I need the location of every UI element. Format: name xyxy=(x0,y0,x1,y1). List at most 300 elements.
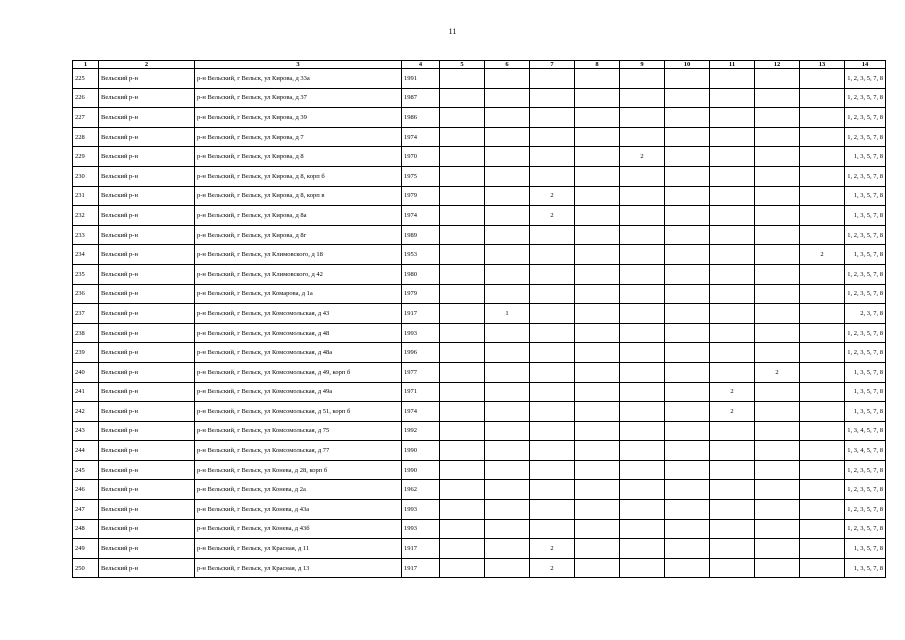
address-cell: р-н Вельский, г Вельск, ул Кирова, д 8, корп б xyxy=(195,166,402,186)
mark-cell-col-13 xyxy=(800,186,845,206)
mark-cell-col-9 xyxy=(620,186,665,206)
mark-cell-col-7: 2 xyxy=(530,206,575,226)
mark-cell-col-9 xyxy=(620,69,665,89)
mark-cell-col-13 xyxy=(800,343,845,363)
district-cell: Вельский р-н xyxy=(99,539,195,559)
year-cell: 1979 xyxy=(402,284,440,304)
mark-cell-col-6 xyxy=(485,441,530,461)
criteria-cell: 1, 3, 4, 5, 7, 8 xyxy=(845,441,886,461)
mark-cell-col-7 xyxy=(530,284,575,304)
mark-cell-col-10 xyxy=(665,284,710,304)
mark-cell-col-12 xyxy=(755,147,800,167)
table-row xyxy=(73,69,886,89)
mark-cell-col-6 xyxy=(485,421,530,441)
mark-cell-col-9 xyxy=(620,441,665,461)
row-number: 242 xyxy=(73,402,99,422)
mark-cell-col-7 xyxy=(530,362,575,382)
criteria-cell: 1, 2, 3, 5, 7, 8 xyxy=(845,225,886,245)
row-number: 232 xyxy=(73,206,99,226)
criteria-cell: 1, 3, 5, 7, 8 xyxy=(845,382,886,402)
mark-cell-col-8 xyxy=(575,500,620,520)
mark-cell-col-6 xyxy=(485,323,530,343)
mark-cell-col-12 xyxy=(755,206,800,226)
column-header-12: 12 xyxy=(755,61,800,69)
criteria-cell: 1, 2, 3, 5, 7, 8 xyxy=(845,500,886,520)
mark-cell-col-13 xyxy=(800,519,845,539)
table-row xyxy=(73,343,886,363)
address-cell: р-н Вельский, г Вельск, ул Конева, д 43б xyxy=(195,519,402,539)
page-number: 11 xyxy=(448,27,457,36)
district-cell: Вельский р-н xyxy=(99,206,195,226)
mark-cell-col-12 xyxy=(755,264,800,284)
row-number: 244 xyxy=(73,441,99,461)
mark-cell-col-7 xyxy=(530,69,575,89)
column-header-11: 11 xyxy=(710,61,755,69)
mark-cell-col-13 xyxy=(800,558,845,578)
mark-cell-col-12 xyxy=(755,519,800,539)
mark-cell-col-13 xyxy=(800,166,845,186)
mark-cell-col-9 xyxy=(620,480,665,500)
address-cell: р-н Вельский, г Вельск, ул Красная, д 11 xyxy=(195,539,402,559)
mark-cell-col-10 xyxy=(665,421,710,441)
mark-cell-col-6 xyxy=(485,519,530,539)
mark-cell-col-9 xyxy=(620,166,665,186)
year-cell: 1974 xyxy=(402,206,440,226)
mark-cell-col-11 xyxy=(710,460,755,480)
mark-cell-col-6 xyxy=(485,147,530,167)
criteria-cell: 2, 3, 7, 8 xyxy=(845,304,886,324)
address-cell: р-н Вельский, г Вельск, ул Конева, д 28, корп б xyxy=(195,460,402,480)
mark-cell-col-5 xyxy=(440,88,485,108)
table-row xyxy=(73,245,886,265)
table-row xyxy=(73,127,886,147)
year-cell: 1990 xyxy=(402,460,440,480)
mark-cell-col-5 xyxy=(440,264,485,284)
mark-cell-col-12: 2 xyxy=(755,362,800,382)
mark-cell-col-7 xyxy=(530,323,575,343)
mark-cell-col-8 xyxy=(575,460,620,480)
mark-cell-col-7 xyxy=(530,225,575,245)
address-cell: р-н Вельский, г Вельск, ул Комсомольская, д 51, корп б xyxy=(195,402,402,422)
mark-cell-col-7 xyxy=(530,382,575,402)
mark-cell-col-9 xyxy=(620,382,665,402)
mark-cell-col-11 xyxy=(710,88,755,108)
year-cell: 1992 xyxy=(402,421,440,441)
mark-cell-col-6 xyxy=(485,88,530,108)
mark-cell-col-5 xyxy=(440,323,485,343)
column-header-1: 1 xyxy=(73,61,99,69)
mark-cell-col-8 xyxy=(575,206,620,226)
row-number: 235 xyxy=(73,264,99,284)
column-header-3: 3 xyxy=(195,61,402,69)
mark-cell-col-10 xyxy=(665,362,710,382)
address-cell: р-н Вельский, г Вельск, ул Климовского, д 18 xyxy=(195,245,402,265)
mark-cell-col-13 xyxy=(800,402,845,422)
address-cell: р-н Вельский, г Вельск, ул Комсомольская, д 43 xyxy=(195,304,402,324)
district-cell: Вельский р-н xyxy=(99,69,195,89)
mark-cell-col-5 xyxy=(440,206,485,226)
year-cell: 1993 xyxy=(402,519,440,539)
mark-cell-col-11 xyxy=(710,127,755,147)
mark-cell-col-10 xyxy=(665,323,710,343)
row-number: 248 xyxy=(73,519,99,539)
mark-cell-col-8 xyxy=(575,539,620,559)
mark-cell-col-5 xyxy=(440,558,485,578)
mark-cell-col-9 xyxy=(620,519,665,539)
column-header-6: 6 xyxy=(485,61,530,69)
mark-cell-col-7 xyxy=(530,460,575,480)
mark-cell-col-12 xyxy=(755,284,800,304)
mark-cell-col-12 xyxy=(755,166,800,186)
district-cell: Вельский р-н xyxy=(99,264,195,284)
district-cell: Вельский р-н xyxy=(99,382,195,402)
mark-cell-col-12 xyxy=(755,69,800,89)
mark-cell-col-5 xyxy=(440,441,485,461)
mark-cell-col-9 xyxy=(620,88,665,108)
mark-cell-col-9 xyxy=(620,539,665,559)
mark-cell-col-7 xyxy=(530,127,575,147)
table-body xyxy=(73,69,886,578)
mark-cell-col-7 xyxy=(530,519,575,539)
mark-cell-col-7 xyxy=(530,480,575,500)
mark-cell-col-11 xyxy=(710,166,755,186)
mark-cell-col-7 xyxy=(530,421,575,441)
column-header-8: 8 xyxy=(575,61,620,69)
mark-cell-col-7 xyxy=(530,245,575,265)
mark-cell-col-7: 2 xyxy=(530,539,575,559)
row-number: 238 xyxy=(73,323,99,343)
mark-cell-col-11: 2 xyxy=(710,402,755,422)
mark-cell-col-7 xyxy=(530,88,575,108)
mark-cell-col-5 xyxy=(440,225,485,245)
row-number: 250 xyxy=(73,558,99,578)
mark-cell-col-8 xyxy=(575,264,620,284)
mark-cell-col-6 xyxy=(485,480,530,500)
mark-cell-col-10 xyxy=(665,480,710,500)
criteria-cell: 1, 2, 3, 5, 7, 8 xyxy=(845,108,886,128)
criteria-cell: 1, 2, 3, 5, 7, 8 xyxy=(845,69,886,89)
district-cell: Вельский р-н xyxy=(99,421,195,441)
mark-cell-col-10 xyxy=(665,225,710,245)
criteria-cell: 1, 3, 5, 7, 8 xyxy=(845,147,886,167)
mark-cell-col-5 xyxy=(440,69,485,89)
table-row xyxy=(73,402,886,422)
mark-cell-col-11 xyxy=(710,264,755,284)
table-row xyxy=(73,284,886,304)
table-row xyxy=(73,264,886,284)
mark-cell-col-6 xyxy=(485,225,530,245)
district-cell: Вельский р-н xyxy=(99,323,195,343)
address-cell: р-н Вельский, г Вельск, ул Комсомольская, д 48 xyxy=(195,323,402,343)
table-row xyxy=(73,441,886,461)
address-cell: р-н Вельский, г Вельск, ул Кирова, д 8, корп в xyxy=(195,186,402,206)
mark-cell-col-8 xyxy=(575,558,620,578)
mark-cell-col-6 xyxy=(485,186,530,206)
mark-cell-col-5 xyxy=(440,147,485,167)
mark-cell-col-6 xyxy=(485,284,530,304)
row-number: 228 xyxy=(73,127,99,147)
criteria-cell: 1, 2, 3, 5, 7, 8 xyxy=(845,323,886,343)
column-header-5: 5 xyxy=(440,61,485,69)
row-number: 239 xyxy=(73,343,99,363)
mark-cell-col-11 xyxy=(710,539,755,559)
mark-cell-col-13 xyxy=(800,441,845,461)
year-cell: 1996 xyxy=(402,343,440,363)
mark-cell-col-12 xyxy=(755,539,800,559)
mark-cell-col-9 xyxy=(620,402,665,422)
column-header-4: 4 xyxy=(402,61,440,69)
mark-cell-col-7: 2 xyxy=(530,186,575,206)
mark-cell-col-8 xyxy=(575,519,620,539)
mark-cell-col-12 xyxy=(755,108,800,128)
mark-cell-col-10 xyxy=(665,558,710,578)
table-row xyxy=(73,362,886,382)
year-cell: 1979 xyxy=(402,186,440,206)
district-cell: Вельский р-н xyxy=(99,500,195,520)
mark-cell-col-6 xyxy=(485,460,530,480)
address-cell: р-н Вельский, г Вельск, ул Кирова, д 8 xyxy=(195,147,402,167)
criteria-cell: 1, 3, 5, 7, 8 xyxy=(845,362,886,382)
mark-cell-col-12 xyxy=(755,558,800,578)
mark-cell-col-9 xyxy=(620,362,665,382)
address-cell: р-н Вельский, г Вельск, ул Кирова, д 37 xyxy=(195,88,402,108)
mark-cell-col-10 xyxy=(665,539,710,559)
mark-cell-col-6 xyxy=(485,402,530,422)
mark-cell-col-10 xyxy=(665,245,710,265)
mark-cell-col-10 xyxy=(665,88,710,108)
row-number: 236 xyxy=(73,284,99,304)
table-row xyxy=(73,186,886,206)
mark-cell-col-8 xyxy=(575,225,620,245)
row-number: 234 xyxy=(73,245,99,265)
district-cell: Вельский р-н xyxy=(99,166,195,186)
row-number: 226 xyxy=(73,88,99,108)
district-cell: Вельский р-н xyxy=(99,147,195,167)
address-cell: р-н Вельский, г Вельск, ул Кирова, д 7 xyxy=(195,127,402,147)
mark-cell-col-5 xyxy=(440,166,485,186)
district-cell: Вельский р-н xyxy=(99,343,195,363)
table-row xyxy=(73,480,886,500)
address-cell: р-н Вельский, г Вельск, ул Красная, д 13 xyxy=(195,558,402,578)
year-cell: 1986 xyxy=(402,108,440,128)
mark-cell-col-8 xyxy=(575,402,620,422)
mark-cell-col-9 xyxy=(620,304,665,324)
mark-cell-col-8 xyxy=(575,362,620,382)
mark-cell-col-5 xyxy=(440,108,485,128)
year-cell: 1962 xyxy=(402,480,440,500)
district-cell: Вельский р-н xyxy=(99,245,195,265)
district-cell: Вельский р-н xyxy=(99,362,195,382)
mark-cell-col-5 xyxy=(440,186,485,206)
mark-cell-col-7: 2 xyxy=(530,558,575,578)
mark-cell-col-7 xyxy=(530,343,575,363)
year-cell: 1993 xyxy=(402,323,440,343)
mark-cell-col-8 xyxy=(575,343,620,363)
mark-cell-col-5 xyxy=(440,500,485,520)
mark-cell-col-9 xyxy=(620,245,665,265)
mark-cell-col-11 xyxy=(710,441,755,461)
address-cell: р-н Вельский, г Вельск, ул Комсомольская, д 75 xyxy=(195,421,402,441)
mark-cell-col-13 xyxy=(800,147,845,167)
table-row xyxy=(73,147,886,167)
mark-cell-col-13 xyxy=(800,323,845,343)
table-row xyxy=(73,304,886,324)
mark-cell-col-12 xyxy=(755,421,800,441)
mark-cell-col-5 xyxy=(440,480,485,500)
row-number: 229 xyxy=(73,147,99,167)
criteria-cell: 1, 2, 3, 5, 7, 8 xyxy=(845,264,886,284)
mark-cell-col-10 xyxy=(665,147,710,167)
year-cell: 1991 xyxy=(402,69,440,89)
mark-cell-col-7 xyxy=(530,441,575,461)
mark-cell-col-13 xyxy=(800,108,845,128)
mark-cell-col-10 xyxy=(665,206,710,226)
criteria-cell: 1, 2, 3, 5, 7, 8 xyxy=(845,88,886,108)
district-cell: Вельский р-н xyxy=(99,402,195,422)
year-cell: 1974 xyxy=(402,127,440,147)
mark-cell-col-11 xyxy=(710,480,755,500)
district-cell: Вельский р-н xyxy=(99,558,195,578)
criteria-cell: 1, 3, 5, 7, 8 xyxy=(845,558,886,578)
mark-cell-col-9 xyxy=(620,108,665,128)
criteria-cell: 1, 2, 3, 5, 7, 8 xyxy=(845,519,886,539)
mark-cell-col-8 xyxy=(575,323,620,343)
table-row xyxy=(73,166,886,186)
mark-cell-col-10 xyxy=(665,500,710,520)
mark-cell-col-10 xyxy=(665,519,710,539)
mark-cell-col-12 xyxy=(755,304,800,324)
column-header-2: 2 xyxy=(99,61,195,69)
district-cell: Вельский р-н xyxy=(99,519,195,539)
address-cell: р-н Вельский, г Вельск, ул Кирова, д 8а xyxy=(195,206,402,226)
mark-cell-col-9 xyxy=(620,206,665,226)
address-cell: р-н Вельский, г Вельск, ул Конева, д 43а xyxy=(195,500,402,520)
mark-cell-col-6 xyxy=(485,108,530,128)
mark-cell-col-7 xyxy=(530,500,575,520)
mark-cell-col-12 xyxy=(755,402,800,422)
row-number: 245 xyxy=(73,460,99,480)
mark-cell-col-8 xyxy=(575,88,620,108)
mark-cell-col-9 xyxy=(620,558,665,578)
address-cell: р-н Вельский, г Вельск, ул Климовского, д 42 xyxy=(195,264,402,284)
mark-cell-col-5 xyxy=(440,402,485,422)
mark-cell-col-13 xyxy=(800,539,845,559)
mark-cell-col-11 xyxy=(710,206,755,226)
mark-cell-col-10 xyxy=(665,186,710,206)
mark-cell-col-12 xyxy=(755,382,800,402)
district-cell: Вельский р-н xyxy=(99,186,195,206)
address-cell: р-н Вельский, г Вельск, ул Кирова, д 8г xyxy=(195,225,402,245)
row-number: 230 xyxy=(73,166,99,186)
year-cell: 1953 xyxy=(402,245,440,265)
year-cell: 1917 xyxy=(402,304,440,324)
mark-cell-col-12 xyxy=(755,186,800,206)
mark-cell-col-8 xyxy=(575,284,620,304)
mark-cell-col-8 xyxy=(575,304,620,324)
mark-cell-col-7 xyxy=(530,166,575,186)
mark-cell-col-8 xyxy=(575,245,620,265)
mark-cell-col-6 xyxy=(485,166,530,186)
address-cell: р-н Вельский, г Вельск, ул Кирова, д 33а xyxy=(195,69,402,89)
mark-cell-col-6 xyxy=(485,264,530,284)
mark-cell-col-5 xyxy=(440,460,485,480)
table-row xyxy=(73,225,886,245)
mark-cell-col-6: 1 xyxy=(485,304,530,324)
mark-cell-col-9 xyxy=(620,225,665,245)
mark-cell-col-7 xyxy=(530,147,575,167)
district-cell: Вельский р-н xyxy=(99,225,195,245)
row-number: 233 xyxy=(73,225,99,245)
mark-cell-col-11 xyxy=(710,519,755,539)
mark-cell-col-12 xyxy=(755,343,800,363)
mark-cell-col-11 xyxy=(710,362,755,382)
table-row xyxy=(73,206,886,226)
row-number: 227 xyxy=(73,108,99,128)
year-cell: 1987 xyxy=(402,88,440,108)
district-cell: Вельский р-н xyxy=(99,304,195,324)
row-number: 247 xyxy=(73,500,99,520)
mark-cell-col-11 xyxy=(710,421,755,441)
mark-cell-col-5 xyxy=(440,421,485,441)
criteria-cell: 1, 3, 5, 7, 8 xyxy=(845,186,886,206)
mark-cell-col-13 xyxy=(800,304,845,324)
column-header-7: 7 xyxy=(530,61,575,69)
mark-cell-col-9 xyxy=(620,127,665,147)
mark-cell-col-8 xyxy=(575,441,620,461)
header-row xyxy=(73,61,886,69)
district-cell: Вельский р-н xyxy=(99,88,195,108)
address-cell: р-н Вельский, г Вельск, ул Конева, д 2а xyxy=(195,480,402,500)
row-number: 231 xyxy=(73,186,99,206)
criteria-cell: 1, 3, 4, 5, 7, 8 xyxy=(845,421,886,441)
mark-cell-col-13 xyxy=(800,127,845,147)
mark-cell-col-5 xyxy=(440,519,485,539)
mark-cell-col-8 xyxy=(575,421,620,441)
data-table xyxy=(72,60,886,578)
address-cell: р-н Вельский, г Вельск, ул Комсомольская, д 77 xyxy=(195,441,402,461)
mark-cell-col-5 xyxy=(440,127,485,147)
criteria-cell: 1, 2, 3, 5, 7, 8 xyxy=(845,127,886,147)
mark-cell-col-6 xyxy=(485,382,530,402)
mark-cell-col-10 xyxy=(665,108,710,128)
district-cell: Вельский р-н xyxy=(99,441,195,461)
criteria-cell: 1, 3, 5, 7, 8 xyxy=(845,245,886,265)
year-cell: 1971 xyxy=(402,382,440,402)
district-cell: Вельский р-н xyxy=(99,127,195,147)
mark-cell-col-12 xyxy=(755,245,800,265)
mark-cell-col-9 xyxy=(620,500,665,520)
mark-cell-col-5 xyxy=(440,362,485,382)
year-cell: 1980 xyxy=(402,264,440,284)
district-cell: Вельский р-н xyxy=(99,480,195,500)
mark-cell-col-5 xyxy=(440,539,485,559)
mark-cell-col-12 xyxy=(755,480,800,500)
year-cell: 1917 xyxy=(402,558,440,578)
mark-cell-col-10 xyxy=(665,264,710,284)
mark-cell-col-12 xyxy=(755,500,800,520)
row-number: 240 xyxy=(73,362,99,382)
year-cell: 1917 xyxy=(402,539,440,559)
table-row xyxy=(73,558,886,578)
row-number: 225 xyxy=(73,69,99,89)
criteria-cell: 1, 2, 3, 5, 7, 8 xyxy=(845,166,886,186)
mark-cell-col-6 xyxy=(485,69,530,89)
criteria-cell: 1, 2, 3, 5, 7, 8 xyxy=(845,343,886,363)
mark-cell-col-9 xyxy=(620,343,665,363)
mark-cell-col-6 xyxy=(485,539,530,559)
mark-cell-col-8 xyxy=(575,127,620,147)
mark-cell-col-6 xyxy=(485,127,530,147)
